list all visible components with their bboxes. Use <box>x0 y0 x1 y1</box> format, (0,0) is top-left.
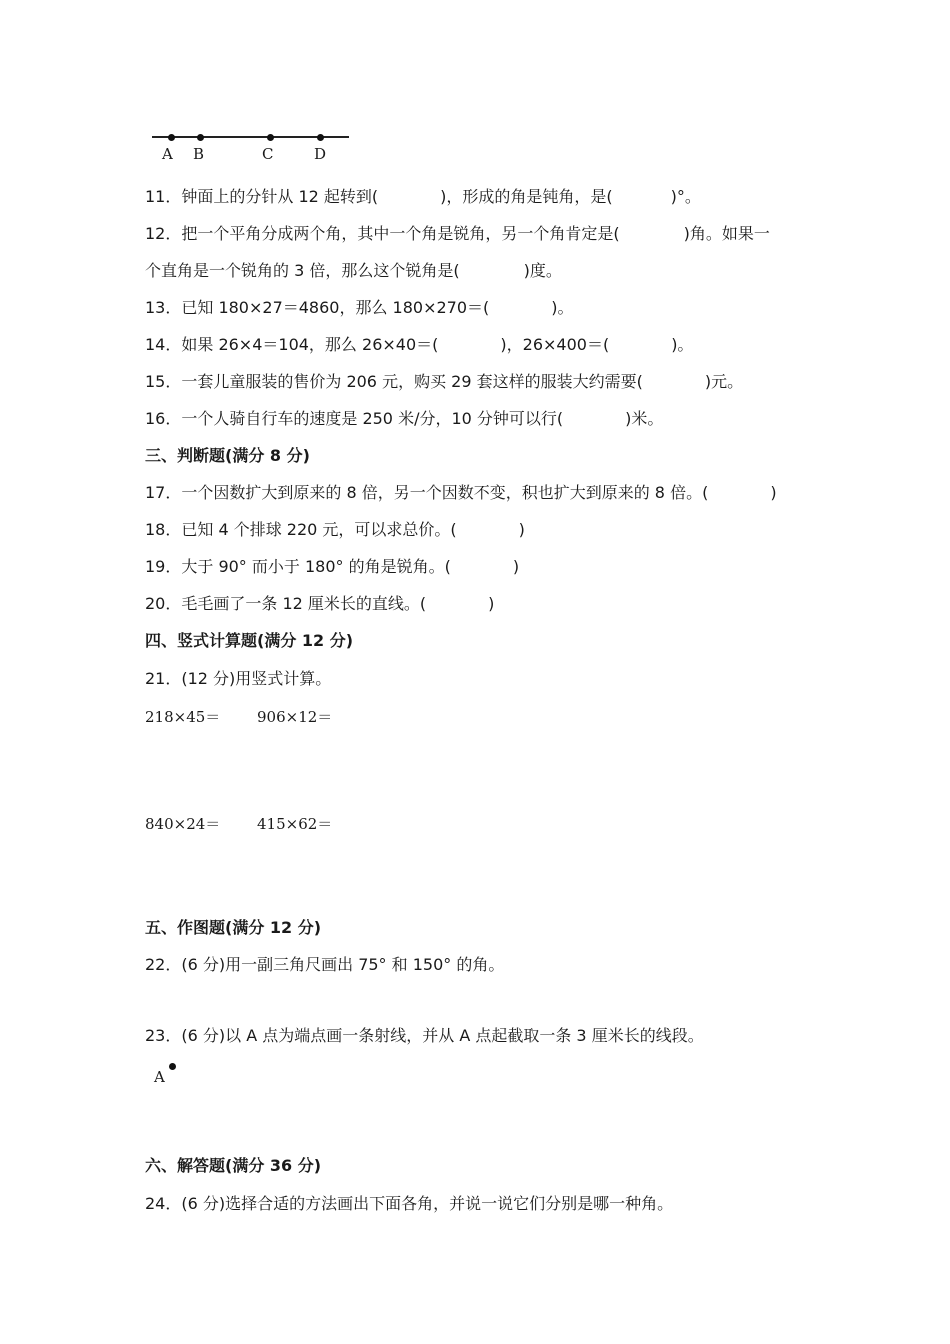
question-20: 20．毛毛画了一条 12 厘米长的直线。( ) <box>145 594 495 613</box>
section-5-heading: 五、作图题(满分 12 分) <box>145 918 322 937</box>
question-16: 16．一个人骑自行车的速度是 250 米/分，10 分钟可以行( )米。 <box>145 409 664 428</box>
point-d-dot <box>317 134 324 141</box>
question-21: 21．(12 分)用竖式计算。 <box>145 669 332 688</box>
question-15: 15．一套儿童服装的售价为 206 元，购买 29 套这样的服装大约需要( )元。 <box>145 372 744 391</box>
question-19: 19．大于 90° 而小于 180° 的角是锐角。( ) <box>145 557 520 576</box>
question-14: 14．如果 26×4＝104，那么 26×40＝( )，26×400＝( )。 <box>145 335 694 354</box>
point-a-dot <box>168 134 175 141</box>
question-17: 17．一个因数扩大到原来的 8 倍，另一个因数不变，积也扩大到原来的 8 倍。( ) <box>145 483 777 502</box>
question-13: 13．已知 180×27＝4860，那么 180×270＝( )。 <box>145 298 574 317</box>
calc-problem-4: 415×62＝ <box>257 815 333 833</box>
point-b-label: B <box>193 145 205 163</box>
question-11: 11．钟面上的分针从 12 起转到( )，形成的角是钝角，是( )°。 <box>145 187 701 206</box>
point-c-dot <box>267 134 274 141</box>
question-24: 24．(6 分)选择合适的方法画出下面各角，并说一说它们分别是哪一种角。 <box>145 1194 674 1213</box>
point-c-label: C <box>262 145 274 163</box>
question-18: 18．已知 4 个排球 220 元，可以求总价。( ) <box>145 520 525 539</box>
section-3-heading: 三、判断题(满分 8 分) <box>145 446 310 465</box>
point-a-dot <box>169 1063 176 1070</box>
calc-problem-2: 906×12＝ <box>257 708 333 726</box>
point-d-label: D <box>314 145 327 163</box>
question-12: 12．把一个平角分成两个角，其中一个角是锐角，另一个角肯定是( )角。如果一 <box>145 224 770 243</box>
point-a-label: A <box>154 1068 165 1086</box>
calc-problem-1: 218×45＝ <box>145 708 221 726</box>
point-b-dot <box>197 134 204 141</box>
question-23: 23．(6 分)以 A 点为端点画一条射线，并从 A 点起截取一条 3 厘米长的线段。 <box>145 1026 704 1045</box>
section-4-heading: 四、竖式计算题(满分 12 分) <box>145 631 354 650</box>
question-12-cont: 个直角是一个锐角的 3 倍，那么这个锐角是( )度。 <box>145 261 562 280</box>
point-a-label: A <box>162 145 173 163</box>
section-6-heading: 六、解答题(满分 36 分) <box>145 1156 322 1175</box>
question-22: 22．(6 分)用一副三角尺画出 75° 和 150° 的角。 <box>145 955 505 974</box>
calc-problem-3: 840×24＝ <box>145 815 221 833</box>
